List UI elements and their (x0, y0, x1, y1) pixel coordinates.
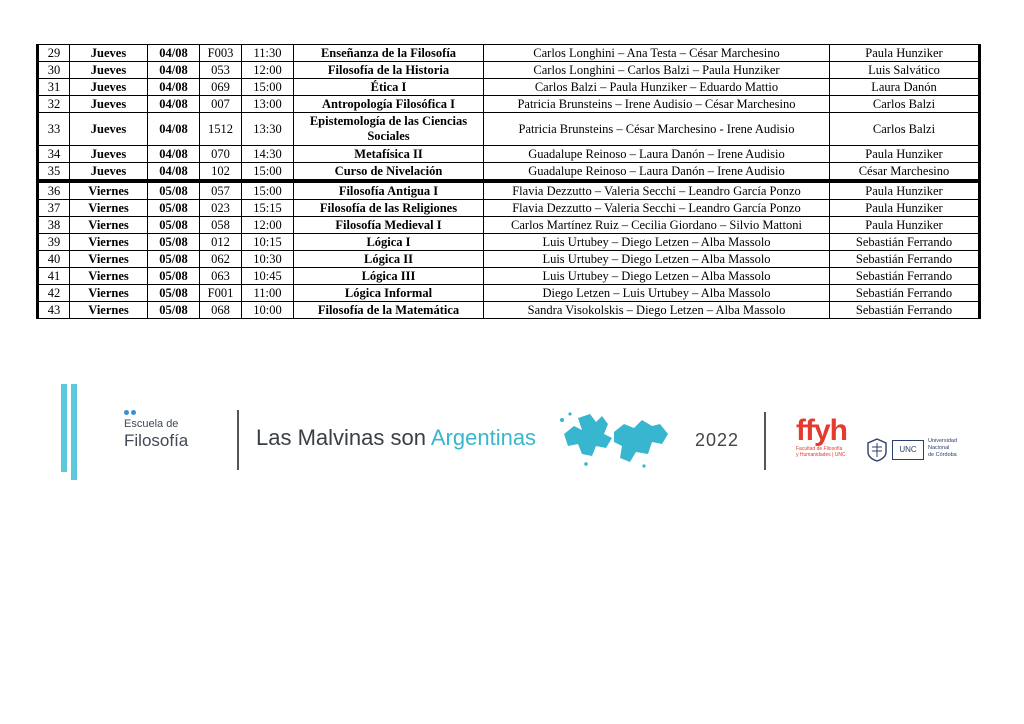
row-number: 42 (38, 285, 70, 302)
row-number: 37 (38, 200, 70, 217)
time-cell: 15:00 (242, 79, 294, 96)
row-number: 38 (38, 217, 70, 234)
room-cell: 012 (200, 234, 242, 251)
time-cell: 15:00 (242, 181, 294, 200)
row-number: 33 (38, 113, 70, 146)
tribunal-cell: Sandra Visokolskis – Diego Letzen – Alba Massolo (484, 302, 830, 319)
subject-cell: Epistemología de las Ciencias Sociales (294, 113, 484, 146)
date-cell: 04/08 (148, 45, 200, 62)
day-cell: Jueves (70, 113, 148, 146)
substitute-cell: Carlos Balzi (830, 96, 980, 113)
tribunal-cell: Luis Urtubey – Diego Letzen – Alba Massolo (484, 268, 830, 285)
tribunal-cell: Patricia Brunsteins – César Marchesino - Irene Audisio (484, 113, 830, 146)
substitute-cell: Paula Hunziker (830, 217, 980, 234)
unc-abbr: UNC (892, 440, 924, 460)
time-cell: 10:30 (242, 251, 294, 268)
substitute-cell: Sebastián Ferrando (830, 302, 980, 319)
room-cell: F003 (200, 45, 242, 62)
room-cell: 070 (200, 146, 242, 163)
room-cell: 102 (200, 163, 242, 182)
row-number: 30 (38, 62, 70, 79)
substitute-cell: Sebastián Ferrando (830, 285, 980, 302)
table-row (38, 62, 980, 79)
day-cell: Viernes (70, 181, 148, 200)
substitute-cell: Laura Danón (830, 79, 980, 96)
time-cell: 15:15 (242, 200, 294, 217)
room-cell: 057 (200, 181, 242, 200)
time-cell: 14:30 (242, 146, 294, 163)
room-cell: 058 (200, 217, 242, 234)
unc-seal-icon (866, 438, 888, 462)
substitute-cell: Paula Hunziker (830, 146, 980, 163)
time-cell: 10:45 (242, 268, 294, 285)
table-row (38, 285, 980, 302)
subject-cell: Filosofía Medieval I (294, 217, 484, 234)
substitute-cell: Carlos Balzi (830, 113, 980, 146)
subject-cell: Filosofía de la Matemática (294, 302, 484, 319)
divider (764, 412, 766, 470)
decorative-stripe (61, 384, 67, 472)
row-number: 35 (38, 163, 70, 182)
substitute-cell: Paula Hunziker (830, 45, 980, 62)
tribunal-cell: Patricia Brunsteins – Irene Audisio – César Marchesino (484, 96, 830, 113)
date-cell: 04/08 (148, 96, 200, 113)
day-cell: Jueves (70, 62, 148, 79)
row-number: 41 (38, 268, 70, 285)
table-row (38, 251, 980, 268)
date-cell: 05/08 (148, 234, 200, 251)
room-cell: 068 (200, 302, 242, 319)
tribunal-cell: Carlos Martínez Ruiz – Cecilia Giordano – Silvio Mattoni (484, 217, 830, 234)
tribunal-cell: Guadalupe Reinoso – Laura Danón – Irene Audisio (484, 146, 830, 163)
tribunal-cell: Flavia Dezzutto – Valeria Secchi – Leandro García Ponzo (484, 181, 830, 200)
university-name (928, 438, 968, 459)
substitute-cell: César Marchesino (830, 163, 980, 182)
day-cell: Viernes (70, 234, 148, 251)
table-row (38, 234, 980, 251)
table-row (38, 79, 980, 96)
time-cell: 12:00 (242, 217, 294, 234)
row-number: 31 (38, 79, 70, 96)
table-row (38, 200, 980, 217)
time-cell: 12:00 (242, 62, 294, 79)
date-cell: 04/08 (148, 113, 200, 146)
room-cell: 053 (200, 62, 242, 79)
table-row (38, 146, 980, 163)
day-cell: Jueves (70, 163, 148, 182)
room-cell: 062 (200, 251, 242, 268)
faculty-name-line1: Facultad de Filosofía (796, 446, 843, 452)
university-line3: de Córdoba (928, 452, 957, 458)
tribunal-cell: Diego Letzen – Luis Urtubey – Alba Massolo (484, 285, 830, 302)
row-number: 43 (38, 302, 70, 319)
year-label: 2022 (695, 430, 740, 450)
subject-cell: Lógica Informal (294, 285, 484, 302)
date-cell: 05/08 (148, 200, 200, 217)
substitute-cell: Paula Hunziker (830, 200, 980, 217)
row-number: 39 (38, 234, 70, 251)
university-line2: Nacional (928, 445, 950, 451)
table-row (38, 268, 980, 285)
substitute-cell: Sebastián Ferrando (830, 268, 980, 285)
subject-cell: Ética I (294, 79, 484, 96)
room-cell: F001 (200, 285, 242, 302)
day-cell: Viernes (70, 217, 148, 234)
day-cell: Viernes (70, 268, 148, 285)
substitute-cell: Luis Salvático (830, 62, 980, 79)
day-cell: Viernes (70, 302, 148, 319)
subject-cell: Metafísica II (294, 146, 484, 163)
malvinas-islands-icon (556, 404, 676, 474)
date-cell: 04/08 (148, 163, 200, 182)
tribunal-cell: Carlos Longhini – Carlos Balzi – Paula Hunziker (484, 62, 830, 79)
room-cell: 069 (200, 79, 242, 96)
room-cell: 007 (200, 96, 242, 113)
table-row (38, 163, 980, 182)
exam-schedule-table (36, 44, 981, 319)
time-cell: 11:30 (242, 45, 294, 62)
institutional-footer-banner (0, 380, 1024, 490)
school-label-line1: Escuela de (124, 418, 179, 430)
date-cell: 05/08 (148, 217, 200, 234)
day-cell: Jueves (70, 79, 148, 96)
time-cell: 11:00 (242, 285, 294, 302)
slogan-part1: Las Malvinas son (256, 425, 431, 450)
subject-cell: Curso de Nivelación (294, 163, 484, 182)
substitute-cell: Paula Hunziker (830, 181, 980, 200)
date-cell: 05/08 (148, 302, 200, 319)
subject-cell: Lógica II (294, 251, 484, 268)
date-cell: 05/08 (148, 285, 200, 302)
tribunal-cell: Carlos Longhini – Ana Testa – César Marchesino (484, 45, 830, 62)
university-line1: Universidad (928, 438, 958, 444)
row-number: 34 (38, 146, 70, 163)
time-cell: 10:15 (242, 234, 294, 251)
room-cell: 1512 (200, 113, 242, 146)
subject-cell: Lógica I (294, 234, 484, 251)
substitute-cell: Sebastián Ferrando (830, 234, 980, 251)
faculty-name-line2: y Humanidades | UNC (796, 452, 846, 458)
tribunal-cell: Guadalupe Reinoso – Laura Danón – Irene Audisio (484, 163, 830, 182)
school-label-line2: Filosofía (124, 431, 189, 450)
date-cell: 04/08 (148, 62, 200, 79)
tribunal-cell: Luis Urtubey – Diego Letzen – Alba Massolo (484, 251, 830, 268)
ffyh-wordmark: ffyh (796, 414, 847, 447)
row-number: 32 (38, 96, 70, 113)
room-cell: 063 (200, 268, 242, 285)
divider (237, 410, 239, 470)
subject-cell: Lógica III (294, 268, 484, 285)
time-cell: 10:00 (242, 302, 294, 319)
day-cell: Viernes (70, 200, 148, 217)
date-cell: 04/08 (148, 79, 200, 96)
subject-cell: Antropología Filosófica I (294, 96, 484, 113)
time-cell: 15:00 (242, 163, 294, 182)
day-cell: Jueves (70, 45, 148, 62)
row-number: 36 (38, 181, 70, 200)
day-cell: Jueves (70, 146, 148, 163)
ffyh-logo (796, 416, 847, 458)
malvinas-slogan (256, 425, 536, 451)
table-row (38, 181, 980, 200)
table-row (38, 45, 980, 62)
row-number: 40 (38, 251, 70, 268)
slogan-part2: Argentinas (430, 425, 537, 450)
tribunal-cell: Flavia Dezzutto – Valeria Secchi – Leandro García Ponzo (484, 200, 830, 217)
day-cell: Jueves (70, 96, 148, 113)
time-cell: 13:00 (242, 96, 294, 113)
date-cell: 04/08 (148, 146, 200, 163)
table-row (38, 217, 980, 234)
date-cell: 05/08 (148, 181, 200, 200)
subject-cell: Filosofía Antigua I (294, 181, 484, 200)
time-cell: 13:30 (242, 113, 294, 146)
table-row (38, 302, 980, 319)
date-cell: 05/08 (148, 268, 200, 285)
table-row (38, 96, 980, 113)
substitute-cell: Sebastián Ferrando (830, 251, 980, 268)
date-cell: 05/08 (148, 251, 200, 268)
tribunal-cell: Luis Urtubey – Diego Letzen – Alba Massolo (484, 234, 830, 251)
room-cell: 023 (200, 200, 242, 217)
decorative-stripe (71, 384, 77, 480)
subject-cell: Filosofía de la Historia (294, 62, 484, 79)
subject-cell: Filosofía de las Religiones (294, 200, 484, 217)
day-cell: Viernes (70, 285, 148, 302)
tribunal-cell: Carlos Balzi – Paula Hunziker – Eduardo Mattio (484, 79, 830, 96)
table-row (38, 113, 980, 146)
subject-cell: Enseñanza de la Filosofía (294, 45, 484, 62)
day-cell: Viernes (70, 251, 148, 268)
row-number: 29 (38, 45, 70, 62)
